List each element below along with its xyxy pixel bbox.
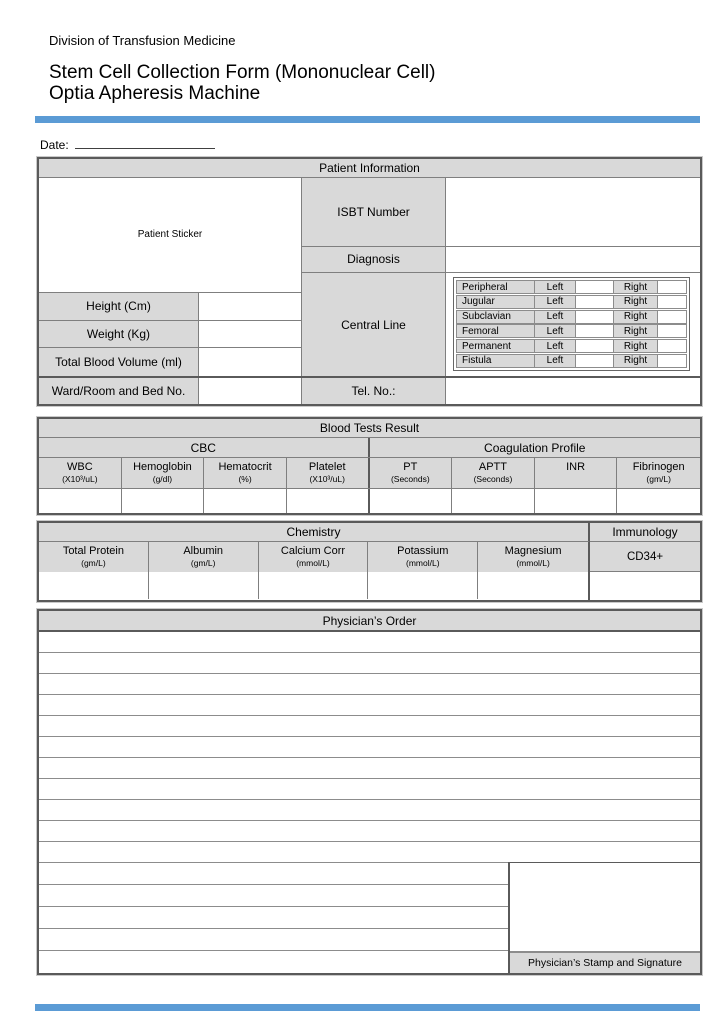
access-site-name: Fistula — [456, 354, 535, 368]
chemistry-value-cell[interactable] — [368, 572, 478, 599]
test-unit: (g/dl) — [152, 474, 173, 484]
access-site-name: Permanent — [456, 339, 535, 353]
left-check-cell[interactable] — [575, 310, 614, 324]
order-line[interactable] — [39, 674, 700, 695]
test-column-header — [122, 458, 205, 488]
test-name: Hematocrit — [218, 461, 272, 473]
right-label: Right — [613, 339, 658, 353]
division-heading: Division of Transfusion Medicine — [49, 33, 236, 48]
form-title-line1: Stem Cell Collection Form (Mononuclear Cell) — [49, 62, 436, 83]
weight-row — [39, 321, 301, 349]
total-blood-volume-label: Total Blood Volume (ml) — [39, 348, 199, 376]
isbt-number-row — [302, 178, 700, 247]
chemistry-value-cell[interactable] — [39, 572, 149, 599]
date-label: Date: — [40, 138, 69, 152]
access-site-row — [456, 280, 687, 294]
chemistry-column-header — [478, 542, 588, 572]
total-blood-volume-input[interactable] — [199, 348, 301, 376]
access-site-name: Jugular — [456, 295, 535, 309]
right-check-cell[interactable] — [657, 339, 687, 353]
tel-label: Tel. No.: — [302, 378, 446, 404]
test-column-header — [370, 458, 453, 488]
diagnosis-label: Diagnosis — [302, 247, 446, 272]
left-check-cell[interactable] — [575, 324, 614, 338]
left-check-cell[interactable] — [575, 295, 614, 309]
date-row — [40, 137, 215, 152]
chemistry-test-unit: (mmol/L) — [406, 558, 440, 568]
order-line[interactable] — [39, 779, 700, 800]
test-value-cell[interactable] — [39, 489, 122, 513]
test-name: Fibrinogen — [632, 461, 685, 473]
left-label: Left — [534, 310, 576, 324]
order-line[interactable] — [39, 929, 508, 951]
order-line[interactable] — [39, 821, 700, 842]
access-site-name: Peripheral — [456, 280, 535, 294]
immunology-header: Immunology — [590, 523, 700, 542]
stamp-signature-area[interactable] — [510, 863, 700, 951]
test-name: PT — [403, 461, 418, 473]
order-line[interactable] — [39, 907, 508, 929]
left-check-cell[interactable] — [575, 339, 614, 353]
chemistry-value-cell[interactable] — [478, 572, 588, 599]
vascular-access-table — [453, 277, 690, 371]
order-line[interactable] — [39, 951, 508, 973]
cd34-value-cell[interactable] — [590, 572, 700, 600]
chemistry-column-headers — [39, 542, 700, 572]
order-line[interactable] — [39, 800, 700, 821]
chemistry-test-unit: (gm/L) — [81, 558, 106, 568]
chemistry-test-unit: (gm/L) — [190, 558, 216, 568]
tel-input[interactable] — [446, 378, 700, 404]
right-label: Right — [613, 324, 658, 338]
access-site-row — [456, 324, 687, 338]
weight-input[interactable] — [199, 321, 301, 348]
cbc-group-header: CBC — [39, 438, 370, 457]
test-name: APTT — [478, 461, 507, 473]
chemistry-column-header — [149, 542, 259, 572]
right-check-cell[interactable] — [657, 324, 687, 338]
patient-information-section — [37, 157, 702, 406]
bottom-rule — [35, 1004, 700, 1011]
test-value-cell[interactable] — [122, 489, 205, 513]
ward-room-bed-label: Ward/Room and Bed No. — [39, 378, 199, 404]
test-unit: (X10³/uL) — [309, 474, 345, 484]
form-title-line2: Optia Apheresis Machine — [49, 83, 261, 104]
chemistry-value-row — [39, 572, 700, 600]
order-line[interactable] — [39, 885, 508, 907]
test-name: INR — [566, 461, 586, 473]
diagnosis-row — [302, 247, 700, 273]
left-label: Left — [534, 324, 576, 338]
date-blank-line[interactable] — [75, 137, 215, 149]
chemistry-header-row — [39, 523, 700, 542]
access-site-row — [456, 339, 687, 353]
test-unit: (%) — [238, 474, 252, 484]
chemistry-test-unit: (mmol/L) — [516, 558, 550, 568]
patient-information-header: Patient Information — [39, 159, 700, 178]
chemistry-test-name: Potassium — [397, 545, 449, 557]
chemistry-test-name: Calcium Corr — [280, 545, 346, 557]
chemistry-column-header — [259, 542, 369, 572]
right-label: Right — [613, 280, 658, 294]
left-check-cell[interactable] — [575, 280, 614, 294]
test-value-cell[interactable] — [287, 489, 370, 513]
height-row — [39, 293, 301, 321]
test-column-header — [39, 458, 122, 488]
right-check-cell[interactable] — [657, 295, 687, 309]
right-label: Right — [613, 310, 658, 324]
diagnosis-input[interactable] — [446, 247, 700, 272]
chemistry-test-unit: (mmol/L) — [296, 558, 330, 568]
chemistry-value-cell[interactable] — [149, 572, 259, 599]
blood-tests-section — [37, 417, 702, 515]
test-value-cell[interactable] — [370, 489, 453, 513]
order-bottom-area — [39, 863, 700, 973]
central-line-label: Central Line — [302, 273, 446, 376]
test-value-cell[interactable] — [204, 489, 287, 513]
chemistry-column-header — [39, 542, 149, 572]
test-value-cell[interactable] — [617, 489, 700, 513]
stamp-signature-box — [508, 862, 700, 973]
access-site-row — [456, 295, 687, 309]
chemistry-header: Chemistry — [39, 523, 590, 542]
right-check-cell[interactable] — [657, 354, 687, 368]
patient-sticker-label: Patient Sticker — [137, 229, 203, 241]
central-line-area — [446, 273, 700, 376]
coagulation-group-header: Coagulation Profile — [370, 438, 701, 457]
order-line[interactable] — [39, 653, 700, 674]
left-label: Left — [534, 339, 576, 353]
chemistry-test-name: Magnesium — [504, 545, 562, 557]
test-column-header — [535, 458, 618, 488]
order-line[interactable] — [39, 737, 700, 758]
test-name: Platelet — [308, 461, 346, 473]
right-check-cell[interactable] — [657, 280, 687, 294]
right-label: Right — [613, 295, 658, 309]
order-line[interactable] — [39, 716, 700, 737]
access-site-row — [456, 310, 687, 324]
ward-room-bed-input[interactable] — [199, 378, 302, 404]
test-unit: (Seconds) — [473, 474, 513, 484]
access-site-name: Subclavian — [456, 310, 535, 324]
physicians-order-header: Physician’s Order — [39, 611, 700, 632]
chemistry-section — [37, 521, 702, 602]
total-blood-volume-row — [39, 348, 301, 376]
blood-tests-groups — [39, 438, 700, 458]
ward-tel-row — [39, 378, 700, 404]
top-rule — [35, 116, 700, 123]
test-column-header — [452, 458, 535, 488]
test-name: WBC — [66, 461, 93, 473]
height-label: Height (Cm) — [39, 293, 199, 320]
test-value-cell[interactable] — [535, 489, 618, 513]
test-column-header — [204, 458, 287, 488]
blood-tests-header: Blood Tests Result — [39, 419, 700, 438]
order-side-lines — [39, 863, 508, 973]
blood-tests-column-headers — [39, 458, 700, 489]
chemistry-test-name: Albumin — [183, 545, 224, 557]
left-check-cell[interactable] — [575, 354, 614, 368]
weight-label: Weight (Kg) — [39, 321, 199, 348]
test-unit: (X10³/uL) — [62, 474, 98, 484]
cd34-column-header: CD34+ — [590, 542, 700, 572]
order-line[interactable] — [39, 863, 508, 885]
test-name: Hemoglobin — [133, 461, 192, 473]
blood-tests-value-row — [39, 489, 700, 513]
test-unit: (Seconds) — [390, 474, 430, 484]
isbt-number-input[interactable] — [446, 178, 700, 246]
test-value-cell[interactable] — [452, 489, 535, 513]
height-input[interactable] — [199, 293, 301, 320]
right-check-cell[interactable] — [657, 310, 687, 324]
chemistry-test-name: Total Protein — [62, 545, 124, 557]
form-title — [49, 62, 435, 104]
central-line-row — [302, 273, 700, 376]
patient-info-left-column — [39, 178, 302, 376]
test-column-header — [617, 458, 700, 488]
right-label: Right — [613, 354, 658, 368]
order-lines — [39, 632, 700, 863]
order-line[interactable] — [39, 695, 700, 716]
left-label: Left — [534, 280, 576, 294]
left-label: Left — [534, 354, 576, 368]
order-line[interactable] — [39, 842, 700, 863]
stamp-signature-label: Physician’s Stamp and Signature — [510, 951, 700, 973]
patient-information-body — [39, 178, 700, 378]
access-site-row — [456, 354, 687, 368]
left-label: Left — [534, 295, 576, 309]
patient-info-right-column — [302, 178, 700, 376]
order-line[interactable] — [39, 758, 700, 779]
physicians-order-section — [37, 609, 702, 975]
chemistry-value-cell[interactable] — [259, 572, 369, 599]
isbt-number-label: ISBT Number — [302, 178, 446, 246]
patient-sticker-area[interactable] — [39, 178, 301, 293]
test-column-header — [287, 458, 370, 488]
access-site-name: Femoral — [456, 324, 535, 338]
order-line[interactable] — [39, 632, 700, 653]
chemistry-column-header — [368, 542, 478, 572]
test-unit: (gm/L) — [646, 474, 671, 484]
